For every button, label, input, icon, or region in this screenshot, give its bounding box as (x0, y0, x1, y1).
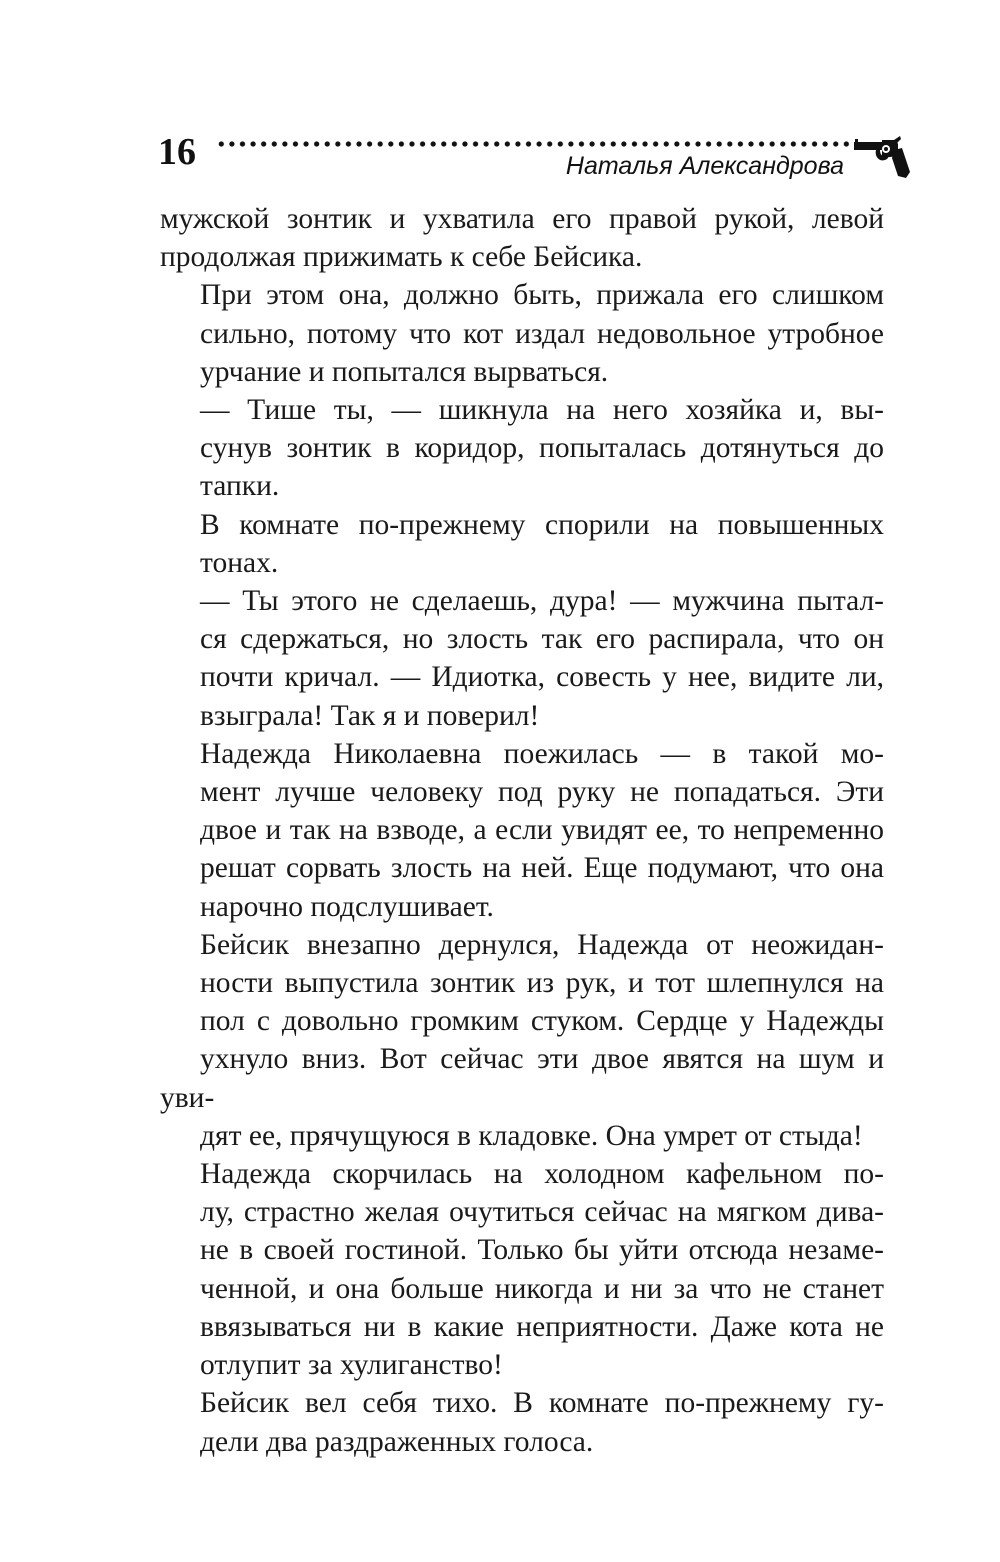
text-line: ченной, и она больше никогда и ни за что не станет (200, 1272, 884, 1305)
paragraph (160, 200, 884, 276)
text-line: решат сорвать злость на ней. Еще подумают, что она (200, 852, 884, 885)
running-head-author: Наталья Александрова (565, 152, 844, 180)
text-line: ухнуло вниз. Вот сейчас эти двое явятся на шум и уви- (160, 1043, 884, 1114)
text-line: При этом она, должно быть, прижала его слишком (200, 279, 884, 312)
text-line: взыграла! Так я и поверил! (200, 699, 540, 732)
text-line: — Тише ты, — шикнула на него хозяйка и, вы- (200, 394, 884, 427)
paragraph (160, 735, 884, 926)
paragraph (160, 1155, 884, 1384)
text-line: лу, страстно желая очутиться сейчас на мягком дива- (200, 1196, 884, 1229)
text-line: пол с довольно громким стуком. Сердце у Надежды (200, 1005, 884, 1038)
text-line: не в своей гостиной. Только бы уйти отсюда незаме- (200, 1234, 884, 1267)
paragraph (160, 391, 884, 506)
text-line: урчание и попытался вырваться. (200, 355, 609, 388)
text-line: дели два раздраженных голоса. (200, 1425, 594, 1458)
text-line: В комнате по-прежнему спорили на повышенных (200, 508, 884, 541)
text-line: мент лучше человеку под руку не попадаться. Эти (200, 776, 884, 809)
text-line: продолжая прижимать к себе Бейсика. (160, 241, 643, 274)
text-line: тапки. (200, 470, 280, 503)
running-header (158, 128, 910, 188)
text-line: нарочно подслушивает. (200, 890, 494, 923)
revolver-icon (854, 136, 910, 180)
text-line: ности выпустила зонтик из рук, и тот шлепнулся на (200, 967, 884, 1000)
text-line: Бейсик внезапно дернулся, Надежда от неожидан- (200, 928, 884, 961)
text-line: Надежда скорчилась на холодном кафельном по- (200, 1158, 884, 1191)
paragraph (160, 582, 884, 735)
text-line: сунув зонтик в коридор, попыталась дотянуться до (200, 432, 884, 465)
text-line: ввязываться ни в какие неприятности. Даже кота не (200, 1310, 884, 1343)
text-line: двое и так на взводе, а если увидят ее, то непременно (200, 814, 884, 847)
page-number: 16 (158, 131, 196, 173)
page-body-text (160, 200, 884, 1461)
paragraph (160, 926, 884, 1155)
text-line: дят ее, прячущуюся в кладовке. Она умрет от стыда! (200, 1119, 863, 1152)
text-line: отлупит за хулиганство! (200, 1349, 503, 1382)
text-line: Надежда Николаевна поежилась — в такой мо- (200, 737, 884, 770)
paragraph (160, 506, 884, 582)
text-line: ся сдержаться, но злость так его распирала, что он (200, 623, 884, 656)
dotted-rule (216, 140, 856, 148)
paragraph (160, 1384, 884, 1460)
text-line: почти кричал. — Идиотка, совесть у нее, видите ли, (200, 661, 884, 694)
paragraph (160, 276, 884, 391)
text-line: — Ты этого не сделаешь, дура! — мужчина пытал- (200, 585, 884, 618)
text-line: Бейсик вел себя тихо. В комнате по-прежнему гу- (200, 1387, 884, 1420)
text-line: тонах. (200, 546, 279, 579)
text-line: сильно, потому что кот издал недовольное утробное (200, 317, 884, 350)
text-line: мужской зонтик и ухватила его правой рукой, левой (160, 203, 884, 235)
